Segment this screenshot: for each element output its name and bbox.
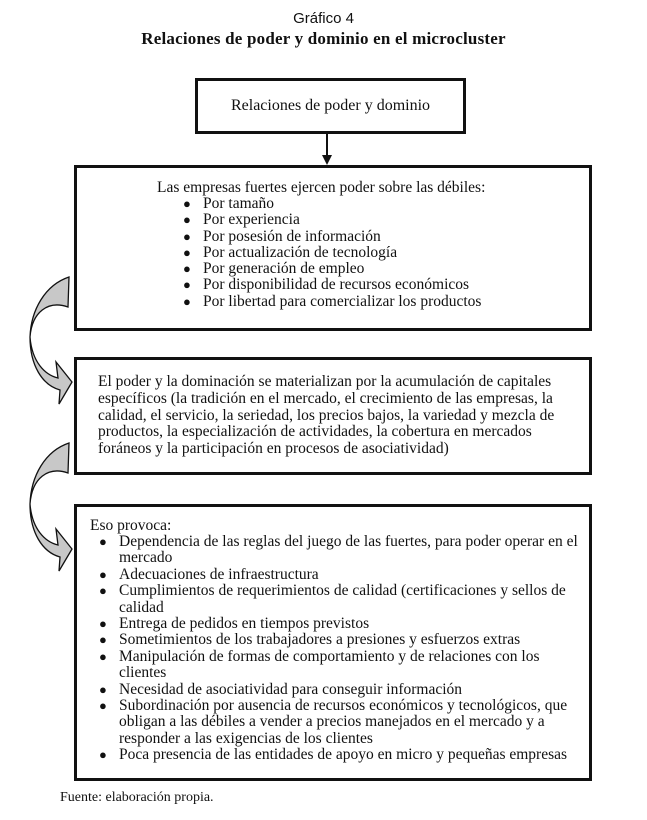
- curved-arrow-icon: [30, 443, 72, 571]
- box-capital-text: El poder y la dominación se materializan por la acumulación de capitales específicos (la tradición en el mercado, el crecimiento de las empresas, la calidad, el servicio, la seriedad, los precios bajos, la variedad y mezcla de productos, la especialización de actividades, la cobertura en mercados foráneos y la participación en procesos de asociatividad): [98, 373, 555, 458]
- box-power-relations: [195, 78, 466, 134]
- curved-arrow-icon: [30, 277, 72, 404]
- source-note: Fuente: elaboración propia.: [60, 790, 214, 805]
- list-item: ● Por experiencia: [183, 211, 300, 229]
- box-strong-firms-power: [74, 165, 592, 331]
- list-item: ● Cumplimientos de requerimientos de calidad (certificaciones y sellos de calidad: [99, 582, 566, 616]
- box-strong-firms-intro: Las empresas fuertes ejercen poder sobre las débiles:: [157, 179, 486, 196]
- list-item: ● Entrega de pedidos en tiempos previstos: [99, 615, 370, 633]
- bullet-icon: ●: [99, 747, 107, 763]
- figure-label: Gráfico 4: [293, 10, 354, 27]
- box-effects-intro: Eso provoca:: [90, 517, 172, 534]
- box-capital-accumulation: [74, 357, 592, 475]
- list-item: ● Sometimientos de los trabajadores a presiones y esfuerzos extras: [99, 631, 521, 649]
- effects-list: [99, 534, 579, 764]
- list-item: ● Manipulación de formas de comportamiento y de relaciones con los clientes: [99, 647, 540, 682]
- list-item: ● Por actualización de tecnología: [183, 243, 398, 261]
- bullet-icon: ●: [183, 228, 191, 244]
- bullet-icon: ●: [99, 648, 107, 664]
- list-item: ● Por libertad para comercializar los productos: [183, 292, 482, 310]
- list-item: ● Por tamaño: [183, 195, 275, 212]
- list-item: ● Por generación de empleo: [183, 260, 365, 278]
- box-effects: [74, 504, 592, 781]
- bullet-icon: ●: [99, 632, 107, 648]
- bullet-icon: ●: [99, 698, 107, 714]
- bullet-icon: ●: [183, 261, 191, 277]
- figure-title: Relaciones de poder y dominio en el microcluster: [141, 29, 506, 48]
- bullet-icon: ●: [99, 681, 107, 697]
- bullet-icon: ●: [99, 583, 107, 599]
- bullet-icon: ●: [99, 566, 107, 582]
- down-arrowhead-icon: [322, 155, 332, 165]
- power-sources-list: [183, 196, 481, 310]
- list-item: ● Poca presencia de las entidades de apoyo en micro y pequeñas empresas: [99, 746, 568, 764]
- bullet-icon: ●: [183, 212, 191, 228]
- list-item: ● Subordinación por ausencia de recursos económicos y tecnológicos, que obligan a las débiles a vender a precios manejados en el mercado y a responder a las exigencias de los clientes: [99, 697, 568, 747]
- bullet-icon: ●: [99, 534, 107, 549]
- bullet-icon: ●: [183, 244, 191, 260]
- box-power-relations-text: Relaciones de poder y dominio: [230, 97, 431, 114]
- bullet-icon: ●: [183, 293, 191, 309]
- bullet-icon: ●: [183, 196, 191, 211]
- bullet-icon: ●: [99, 616, 107, 632]
- list-item: ● Dependencia de las reglas del juego de las fuertes, para poder operar en el mercado: [99, 533, 578, 567]
- bullet-icon: ●: [183, 277, 191, 293]
- list-item: ● Necesidad de asociatividad para conseguir información: [99, 680, 463, 698]
- list-item: ● Por posesión de información: [183, 227, 381, 245]
- list-item: ● Por disponibilidad de recursos económicos: [183, 276, 470, 294]
- list-item: ● Adecuaciones de infraestructura: [99, 565, 319, 583]
